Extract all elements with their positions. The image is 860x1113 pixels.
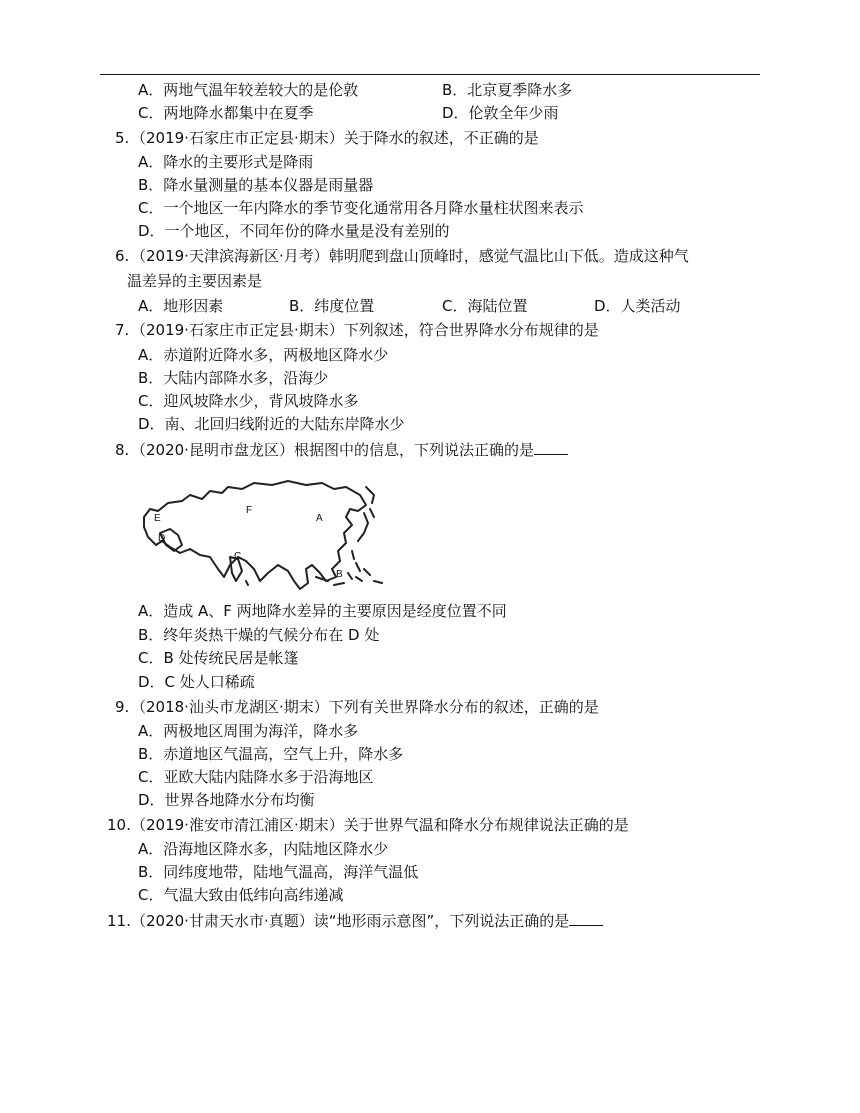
map-label-a: A	[316, 513, 323, 524]
question-10-number: 10.	[107, 816, 131, 834]
map-label-f: F	[246, 505, 253, 516]
question-5-stem: （2019·石家庄市正定县·期末）关于降水的叙述，不正确的是	[131, 129, 539, 147]
q8-option-a: A．造成 A、F 两地降水差异的主要原因是经度位置不同	[138, 602, 507, 620]
q5-option-a: A．降水的主要形式是降雨	[138, 153, 314, 171]
q10-option-a: A．沿海地区降水多，内陆地区降水少	[138, 840, 389, 858]
q9-option-a: A．两极地区周围为海洋，降水多	[138, 722, 359, 740]
southeast-islands	[316, 569, 382, 585]
question-11-stem-row	[131, 911, 603, 931]
map-label-b: B	[336, 569, 343, 580]
japan-islands	[358, 509, 374, 541]
q7-option-d: D．南、北回归线附近的大陆东岸降水少	[138, 415, 405, 433]
question-9-number: 9.	[115, 698, 130, 716]
q4-option-d: D．伦敦全年少雨	[442, 104, 559, 122]
q10-option-b: B．同纬度地带，陆地气温高，海洋气温低	[138, 863, 419, 881]
question-11-number: 11.	[107, 912, 131, 930]
q7-option-b: B．大陆内部降水多，沿海少	[138, 369, 329, 387]
map-label-c: C	[234, 551, 242, 562]
q9-option-c: C．亚欧大陆内陆降水多于沿海地区	[138, 768, 374, 786]
q10-option-c: C．气温大致由低纬向高纬递减	[138, 886, 344, 904]
map-label-e: E	[154, 513, 161, 524]
q4-option-c: C．两地降水都集中在夏季	[138, 104, 314, 122]
sri-lanka	[246, 581, 248, 585]
q4-option-b: B．北京夏季降水多	[442, 81, 573, 99]
asia-map	[138, 473, 420, 595]
q4-option-a: A．两地气温年较差较大的是伦敦	[138, 81, 359, 99]
taiwan-philippines	[352, 551, 360, 571]
q5-option-b: B．降水量测量的基本仪器是雨量器	[138, 176, 374, 194]
q7-option-a: A．赤道附近降水多，两极地区降水少	[138, 346, 389, 364]
map-label-d: D	[158, 533, 166, 544]
q8-option-c: C．B 处传统民居是帐篷	[138, 649, 299, 667]
q8-option-b: B．终年炎热干燥的气候分布在 D 处	[138, 626, 380, 644]
header-rule	[100, 74, 760, 75]
question-6-number: 6.	[115, 247, 130, 265]
q6-option-b: B．纬度位置	[289, 297, 375, 315]
q7-option-c: C．迎风坡降水少，背风坡降水多	[138, 392, 359, 410]
question-7-number: 7.	[115, 321, 130, 339]
question-7-stem: （2019·石家庄市正定县·期末）下列叙述，符合世界降水分布规律的是	[131, 321, 599, 339]
q6-option-c: C．海陆位置	[442, 297, 528, 315]
q8-option-d: D．C 处人口稀疏	[138, 673, 255, 691]
q6-option-a: A．地形因素	[138, 297, 224, 315]
question-6-stem-line2: 温差异的主要因素是	[127, 272, 263, 290]
question-10-stem: （2019·淮安市清江浦区·期末）关于世界气温和降水分布规律说法正确的是	[131, 816, 629, 834]
answer-blank	[534, 440, 568, 455]
question-8-stem-row	[131, 440, 568, 460]
q9-option-b: B．赤道地区气温高，空气上升，降水多	[138, 745, 404, 763]
question-6-stem-line1: （2019·天津滨海新区·月考）韩明爬到盘山顶峰时，感觉气温比山下低。造成这种气	[131, 247, 689, 265]
question-9-stem: （2018·汕头市龙湖区·期末）下列有关世界降水分布的叙述，正确的是	[131, 698, 599, 716]
q9-option-d: D．世界各地降水分布均衡	[138, 791, 315, 809]
question-8-number: 8.	[115, 441, 130, 459]
q5-option-d: D．一个地区，不同年份的降水量是没有差别的	[138, 222, 450, 240]
question-8-stem: （2020·昆明市盘龙区）根据图中的信息，下列说法正确的是	[131, 441, 534, 459]
answer-blank	[569, 911, 603, 926]
q6-option-d: D．人类活动	[594, 297, 681, 315]
question-5-number: 5.	[115, 129, 130, 147]
question-11-stem: （2020·甘肃天水市·真题）读“地形雨示意图”，下列说法正确的是	[131, 912, 570, 930]
kamchatka	[366, 487, 374, 503]
q5-option-c: C．一个地区一年内降水的季节变化通常用各月降水量柱状图来表示	[138, 199, 584, 217]
